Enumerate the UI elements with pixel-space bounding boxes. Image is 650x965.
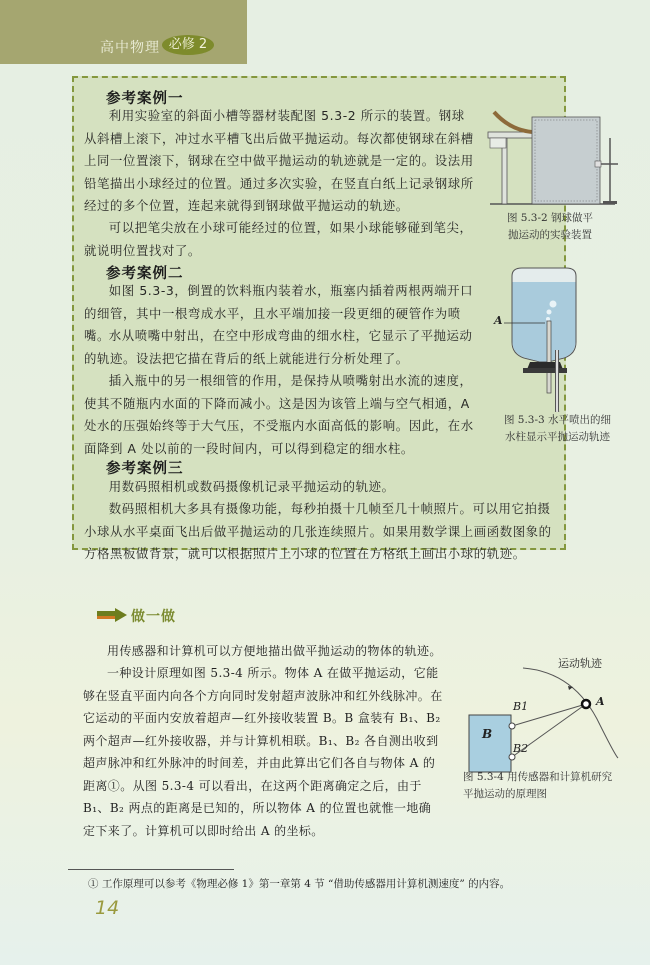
caption-line: 图 5.3-3 水平喷出的细 — [503, 414, 612, 426]
book-title: 高中物理 — [100, 40, 160, 56]
sensor-b1-label: B1 — [513, 700, 529, 713]
caption-line: 水柱显示平抛运动轨迹 — [505, 431, 610, 443]
case2-title: 参考案例二 — [106, 266, 184, 282]
footnote-divider — [68, 869, 234, 870]
case3-paragraph-2: 数码照相机大多具有摄像功能，每秒拍摄十几帧至几十帧照片。可以用它拍摄小球从水平桌面飞出后做平抛运动的几张连续照片。如果用数学课上画函数图象的方格黑板做背景，就可以根据照片上小球的位置在方格纸上画出小球的轨迹。 — [84, 501, 552, 561]
case1-title: 参考案例一 — [106, 91, 184, 107]
case2-paragraph-1: 如图 5.3-3，倒置的饮料瓶内装着水，瓶塞内插着两根两端开口的细管，其中一根弯成水平，且水平端加接一段更细的硬管作为喷嘴。 — [84, 283, 474, 343]
page-number: 14 — [95, 897, 120, 919]
case1-paragraph-1: 利用实验室的斜面小槽等器材装配图 5.3-2 所示的装置。钢球从斜槽上滚下，冲过水平槽飞出后做平抛运动。每次都使钢球在斜槽上同一位置滚下，钢球在空中做平抛运动的轨迹就是一定的。设法用铅笔描出小球经过的位置。通过多次实验，在竖直白纸上记录钢球所经过的多个位置，连起来就得到钢球做平抛运动的轨迹。 — [84, 108, 474, 213]
case2-paragraph-2: 水从喷嘴中射出，在空中形成弯曲的细水柱，它显示了平抛运动的轨迹。设法把它描在背后的纸上就能进行分析处理了。 — [84, 328, 473, 366]
caption-line: 图 5.3-4 用传感器和计算机研究 — [463, 771, 613, 783]
case3-paragraph-1: 用数码照相机或数码摄像机记录平抛运动的轨迹。 — [108, 479, 395, 494]
case2-paragraph-3: 插入瓶中的另一根细管的作用，是保持从喷嘴射出水流的速度，使其不随瓶内水面的下降而减小。这是因为该管上端与空气相通，A处水的压强始终等于大气压，不受瓶内水面高低的影响。因此，在水面降到 A 处以前的一段时间内，可以得到稳定的细水柱。 — [84, 373, 474, 456]
sensor-b2-label: B2 — [513, 742, 529, 755]
point-a-label: A — [596, 695, 605, 708]
figure-5-3-2-apparatus — [480, 108, 630, 208]
figure-5-3-3-bottle — [490, 262, 630, 412]
caption-line: 抛运动的实验装置 — [508, 229, 592, 241]
box-b-label: B — [482, 727, 493, 741]
figure-5-3-4-caption — [463, 769, 638, 803]
figure-5-3-4-sensor-diagram — [455, 640, 645, 780]
label-point-a: A — [494, 314, 503, 327]
figure-5-3-3-caption — [490, 412, 625, 446]
case3-title: 参考案例三 — [106, 461, 184, 477]
caption-line: 图 5.3-2 钢球做平 — [506, 212, 594, 224]
arrow-right-icon — [97, 608, 127, 622]
try-it-paragraph-1: 用传感器和计算机可以方便地描出做平抛运动的物体的轨迹。 — [107, 644, 442, 658]
trajectory-label: 运动轨迹 — [558, 657, 602, 670]
figure-5-3-2-caption — [490, 210, 610, 244]
footnote: ① 工作原理可以参考《物理必修 1》第一章第 4 节 “借助传感器用计算机测速度” 的内容。 — [88, 878, 511, 890]
caption-line: 平抛运动的原理图 — [463, 788, 547, 800]
try-it-paragraph-2: 一种设计原理如图 5.3-4 所示。物体 A 在做平抛运动，它能够在竖直平面内向各个方向同时发射超声波脉冲和红外线脉冲。在它运动的平面内安放着超声—红外接收装置 B。B 盒装有 B₁、B₂ 两个超声—红外接收器，并与计算机相联。B₁、B₂ 各自测出收到超声脉冲和红外脉冲的时间差，并由此算出它们各自与物体 A 的距离①。从图 5.3-4 可以看出，在这两个距离确定之后，由于 B₁、B₂ 两点的距离是已知的，所以物体 A 的位置也就惟一地确定下来了。计算机可以即时给出 A 的坐标。 — [83, 666, 443, 838]
volume-badge: 必修 2 — [162, 35, 214, 55]
try-it-label: 做一做 — [131, 609, 176, 625]
case1-paragraph-2: 可以把笔尖放在小球可能经过的位置，如果小球能够碰到笔尖，就说明位置找对了。 — [84, 220, 473, 258]
